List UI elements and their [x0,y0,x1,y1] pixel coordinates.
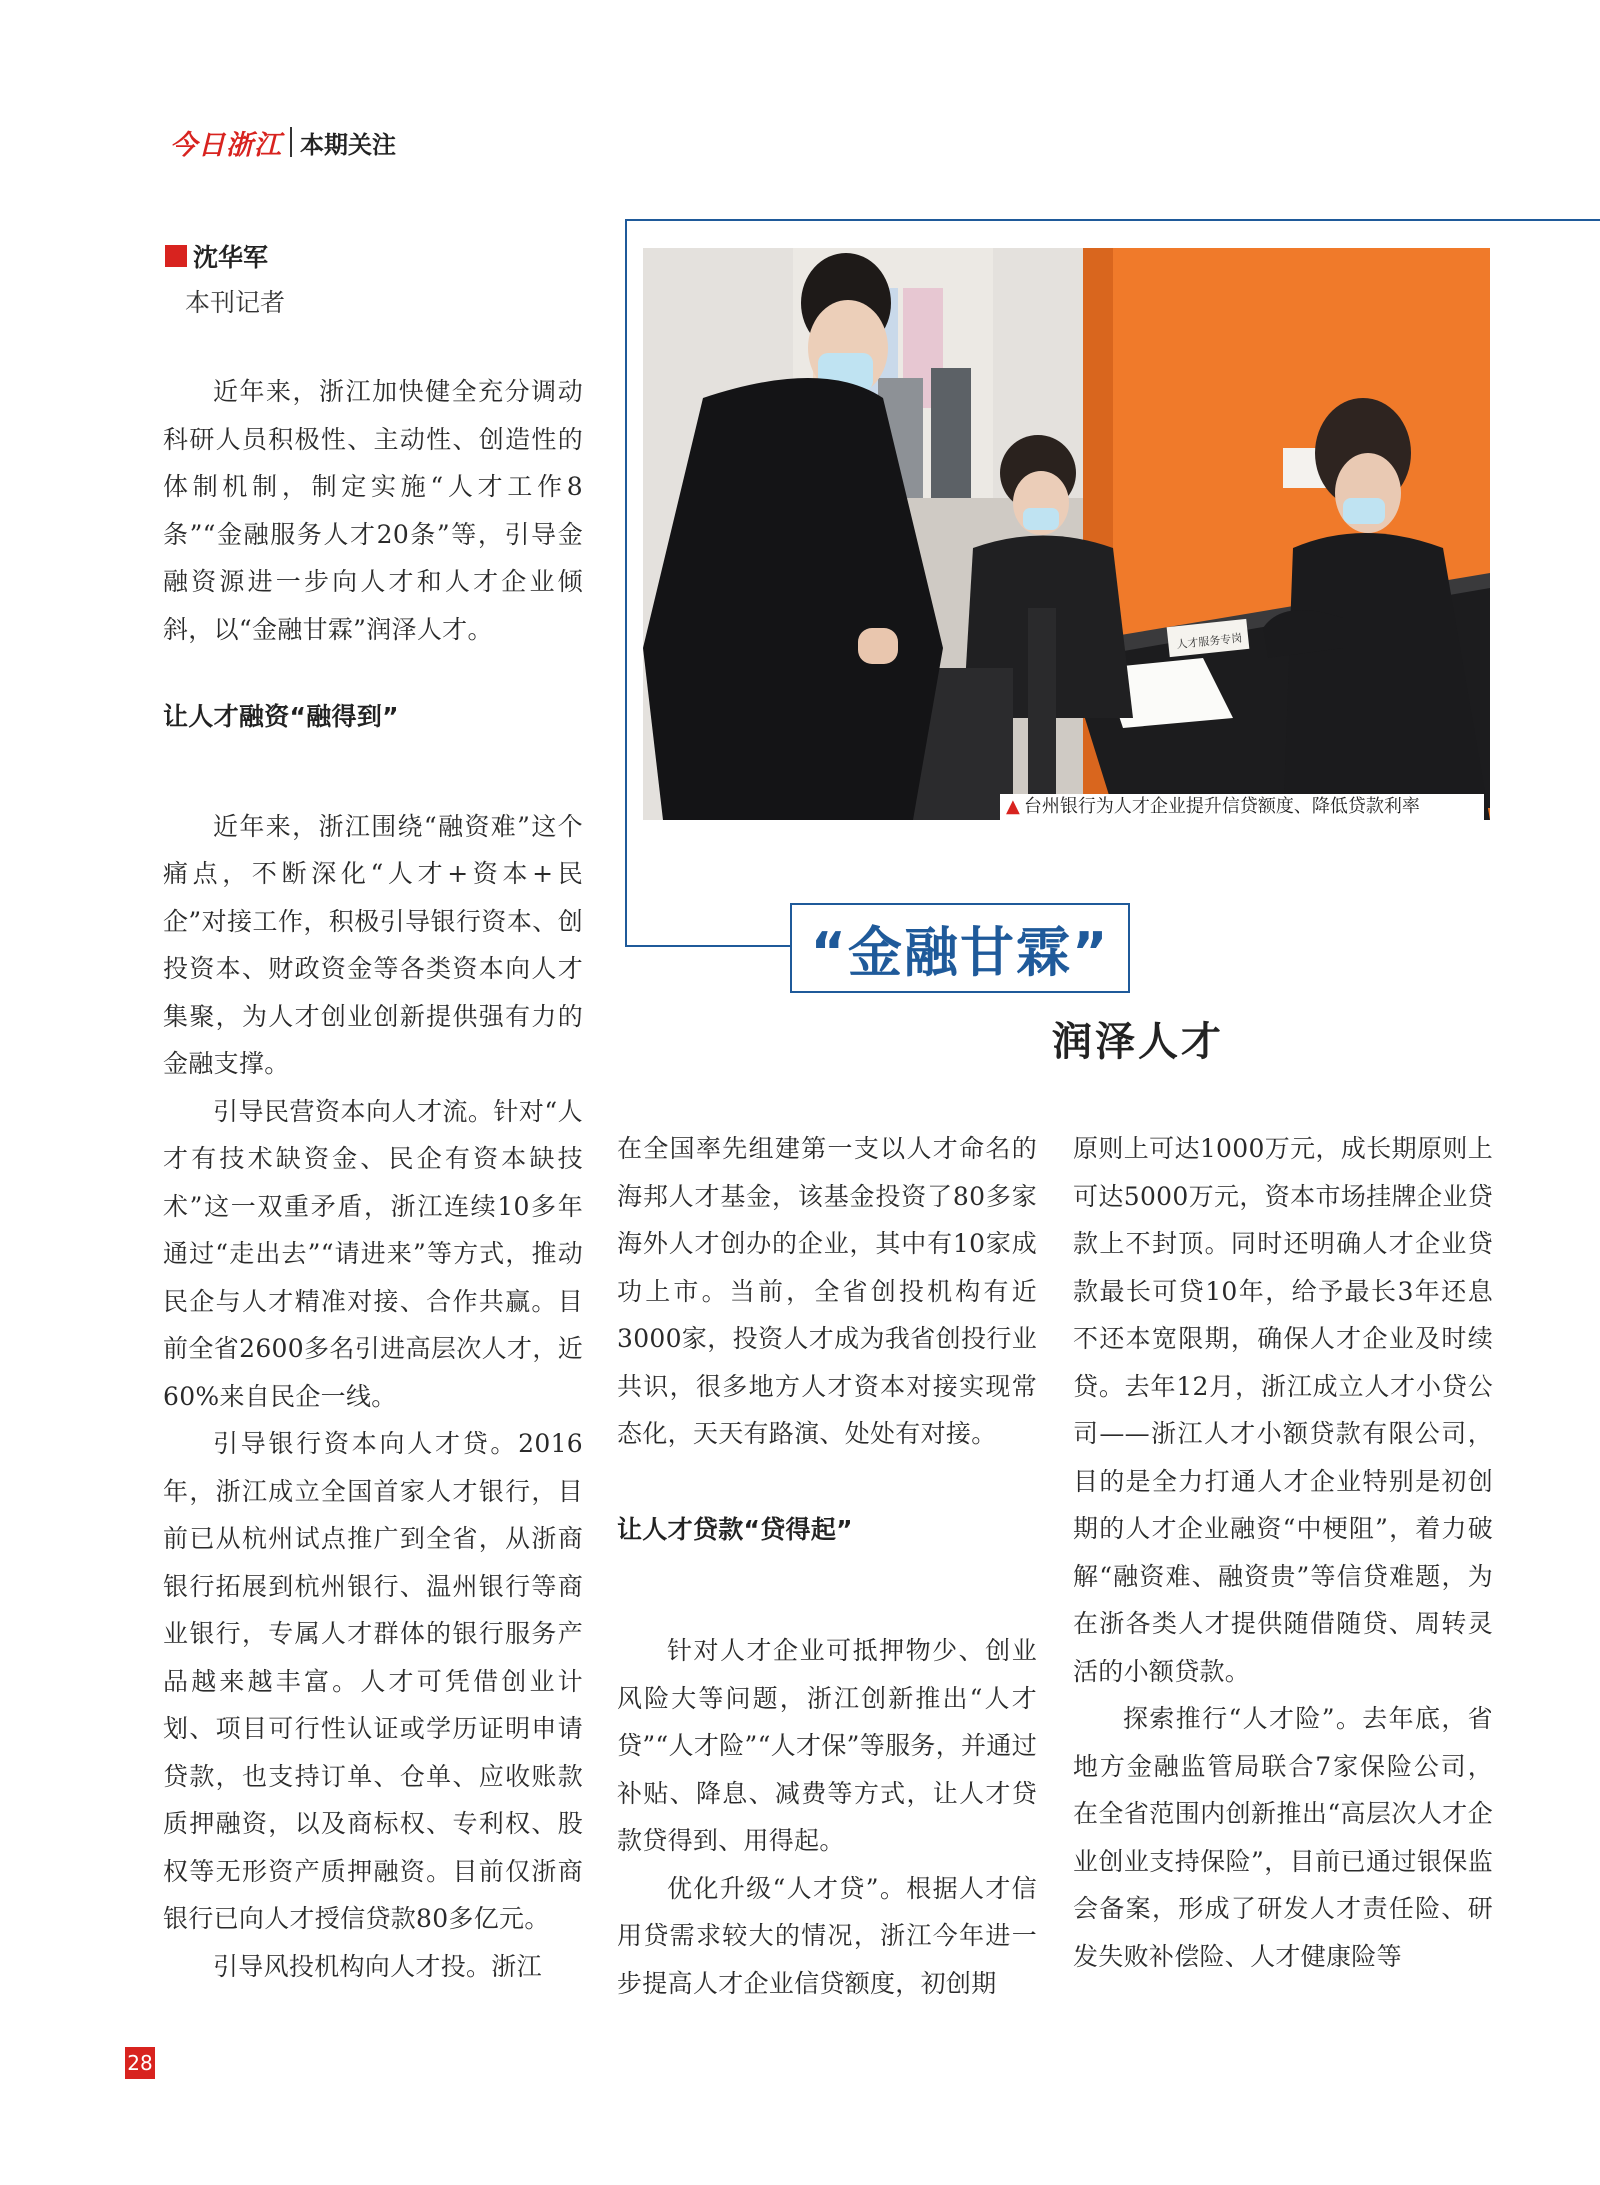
column-1 [163,368,583,1990]
frame-line-top [625,219,1600,221]
paragraph: 针对人才企业可抵押物少、创业风险大等问题，浙江创新推出“人才贷”“人才险”“人才保”等服务，并通过补贴、降息、减费等方式，让人才贷款贷得到、用得起。 [617,1636,1037,1855]
article-title: “金融甘霖” [810,920,1110,984]
author-name: 沈华军 [193,243,269,272]
paragraph: 引导风投机构向人才投。浙江 [213,1951,542,1981]
page-header [170,124,396,160]
caption-triangle-icon: ▲ [1006,796,1020,817]
paragraph: 原则上可达1000万元，成长期原则上可达5000万元，资本市场挂牌企业贷款上不封顶。同时还明确人才企业贷款最长可贷10年，给予最长3年还息不还本宽限期，确保人才企业及时续贷。去年12月，浙江成立人才小贷公司——浙江人才小额贷款有限公司，目的是全力打通人才企业特别是初创期的人才企业融资“中梗阻”，着力破解“融资难、融资贵”等信贷难题，为在浙各类人才提供随借随贷、周转灵活的小额贷款。 [1073,1134,1493,1686]
photo-illustration [643,248,1490,820]
frame-line-left [625,219,627,947]
paragraph: 探索推行“人才险”。去年底，省地方金融监管局联合7家保险公司，在全省范围内创新推出“高层次人才企业创业支持保险”，目前已通过银保监会备案，形成了研发人才责任险、研发失败补偿险、人才健康险等 [1073,1704,1493,1971]
paragraph: 优化升级“人才贷”。根据人才信用贷需求较大的情况，浙江今年进一步提高人才企业信贷额度，初创期 [617,1873,1037,1998]
section-name: 本期关注 [300,130,396,159]
magazine-logo: 今日浙江 [170,129,282,161]
paragraph: 近年来，浙江加快健全充分调动科研人员积极性、主动性、创造性的体制机制，制定实施“人才工作8条”“金融服务人才20条”等，引导金融资源进一步向人才和人才企业倾斜，以“金融甘霖”润泽人才。 [163,377,583,644]
article-subtitle: 润泽人才 [1052,1019,1224,1065]
column-3 [1073,1125,1493,1980]
caption-text: 台州银行为人才企业提升信贷额度、降低贷款利率 [1023,796,1420,817]
frame-line-bottom [625,945,790,947]
paragraph: 近年来，浙江围绕“融资难”这个痛点，不断深化“人才+资本+民企”对接工作，积极引导银行资本、创投资本、财政资金等各类资本向人才集聚，为人才创业创新提供强有力的金融支撑。 [163,811,583,1078]
header-divider [290,127,292,157]
paragraph: 在全国率先组建第一支以人才命名的海邦人才基金，该基金投资了80多家海外人才创办的企业，其中有10家成功上市。当前，全省创投机构有近3000家，投资人才成为我省创投行业共识，很多地方人才资本对接实现常态化，天天有路演、处处有对接。 [617,1134,1037,1448]
service-desk-sign: 人才服务专岗 [1175,631,1243,652]
section-heading: 让人才融资“融得到” [163,702,399,731]
red-square-icon [165,245,187,267]
author-role: 本刊记者 [185,288,286,317]
article-photo [643,248,1490,820]
paragraph: 引导银行资本向人才贷。2016年，浙江成立全国首家人才银行，目前已从杭州试点推广到全省，从浙商银行拓展到杭州银行、温州银行等商业银行，专属人才群体的银行服务产品越来越丰富。人才可凭借创业计划、项目可行性认证或学历证明申请贷款，也支持订单、仓单、应收账款质押融资，以及商标权、专利权、股权等无形资产质押融资。目前仅浙商银行已向人才授信贷款80多亿元。 [163,1429,583,1933]
paragraph: 引导民营资本向人才流。针对“人才有技术缺资金、民企有资本缺技术”这一双重矛盾，浙江连续10多年通过“走出去”“请进来”等方式，推动民企与人才精准对接、合作共赢。目前全省2600多名引进高层次人才，近60%来自民企一线。 [163,1096,583,1411]
page-number: 28 [125,2047,155,2079]
column-2 [617,1125,1037,2007]
byline [165,238,268,274]
photo-caption [1000,794,1484,820]
article-title-box [790,903,1130,993]
section-heading: 让人才贷款“贷得起” [617,1514,853,1544]
